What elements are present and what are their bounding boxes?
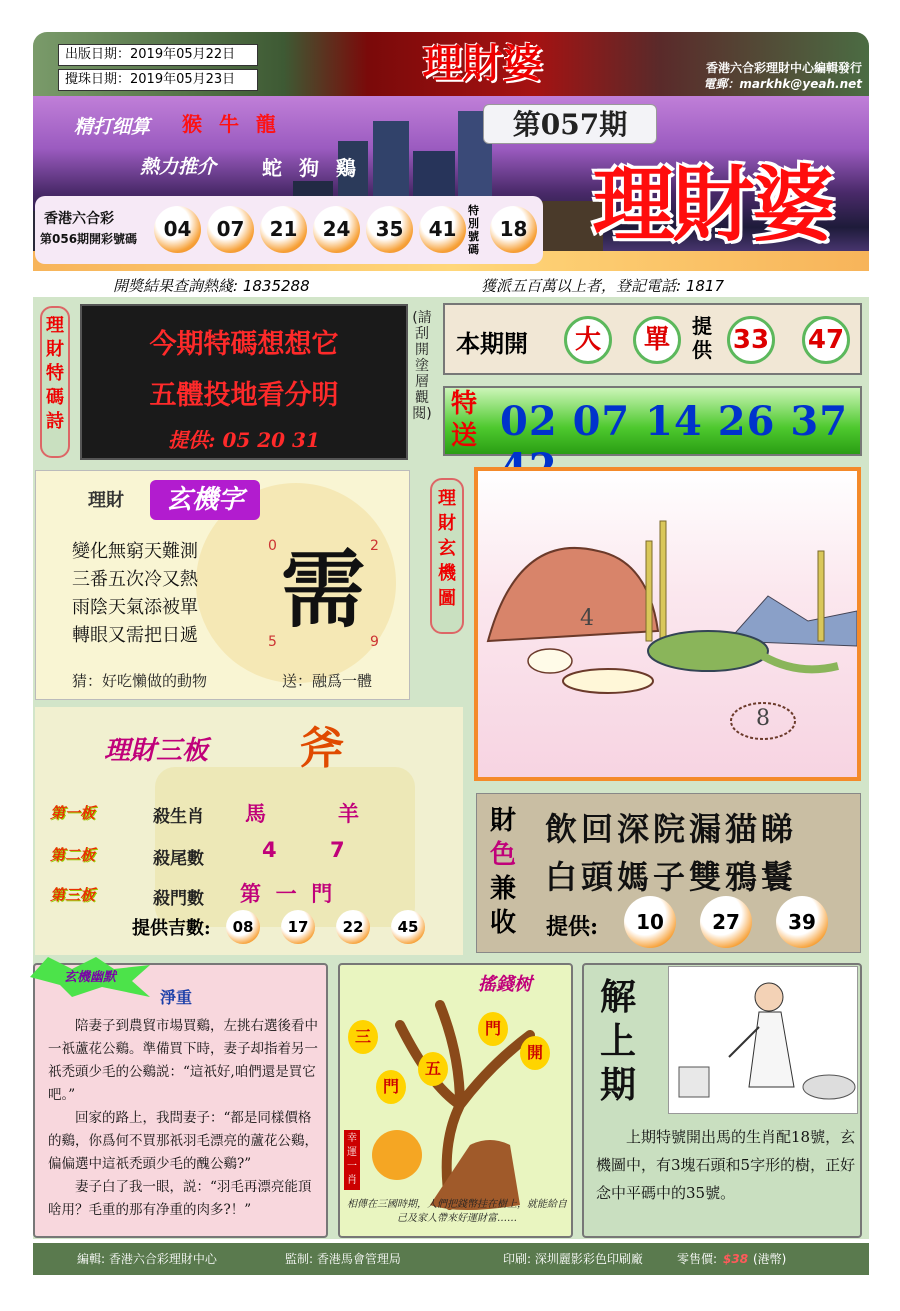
lottery-issue-label: 第056期開彩號碼 — [40, 232, 138, 246]
dragon-icon — [372, 1130, 422, 1180]
xjz-c2: 2 — [370, 538, 379, 554]
cai-ball: 10 — [624, 896, 676, 948]
tree-fruit: 三 — [348, 1020, 378, 1054]
pick1-label: 精打细算 — [74, 116, 151, 138]
last-illustration — [668, 966, 858, 1114]
lottery-label: 香港六合彩 — [44, 211, 114, 227]
tree-title: 搖錢树 — [478, 974, 532, 995]
board-val: 4 — [262, 838, 277, 862]
xjz-c0: 0 — [268, 538, 277, 554]
lottery-ball: 04 — [154, 206, 201, 253]
footer-price-label: 零售價: — [677, 1252, 718, 1266]
xjz-small: 理財 — [88, 490, 124, 511]
xjz-c5: 5 — [268, 634, 277, 650]
cai-ball: 27 — [700, 896, 752, 948]
board-label: 第一板 — [50, 804, 96, 822]
odd-badge: 單 — [633, 316, 681, 364]
tree-fruit: 門 — [376, 1070, 406, 1104]
lucky-ball: 08 — [226, 910, 260, 944]
poem-board — [80, 304, 408, 460]
cai-side-char: 兼 — [489, 874, 516, 904]
big-badge: 大 — [564, 316, 612, 364]
editor-info — [612, 60, 862, 92]
special-label: 特別號碼 — [468, 204, 479, 256]
hotline-bar — [33, 271, 869, 297]
joke-para: 陪妻子到農貿市場買鷄，左挑右選後看中一祇蘆花公鷄。準備買下時，妻子却指着另一祇禿頭少毛的公鷄説：“這祇好,咱們還是買它吧。” — [48, 1018, 318, 1103]
hotline-left: 開獎結果查詢熱綫: 1835288 — [113, 277, 310, 295]
cai-side-char: 收 — [489, 908, 516, 938]
hotline-right: 獲派五百萬以上者，登記電話: 1817 — [481, 277, 724, 295]
board-label: 第二板 — [50, 846, 96, 864]
xuanji-tu-tag: 理財玄機圖 — [430, 478, 464, 634]
joke-para: 回家的路上，我問妻子：“都是同樣價格的鷄，你爲何不買那祇羽毛漂亮的蘆花公鷄，偏偏選中這祇禿頭少毛的醜公鷄?” — [48, 1110, 318, 1172]
last-text: 上期特號開出馬的生肖配18號，玄機圖中，有3塊石頭和5字形的樹，正好念中平碼中的35號。 — [596, 1128, 856, 1202]
xjz-line: 轉眼又需把日遞 — [72, 625, 198, 646]
gift-numbers: 02 07 14 26 37 — [500, 398, 849, 445]
lizard-scene-illustration — [478, 471, 857, 777]
lottery-ball: 35 — [366, 206, 413, 253]
joke-para: 妻子白了我一眼，説：“羽毛再漂亮能頂啥用？毛重的那有净重的肉多?！” — [48, 1179, 312, 1218]
open-num-2: 47 — [802, 316, 850, 364]
xjz-verse — [72, 538, 198, 650]
tree-tag: 幸運一肖 — [344, 1130, 360, 1190]
pick2-values: 蛇 狗 鷄 — [262, 156, 356, 180]
lucky-ball: 17 — [281, 910, 315, 944]
lucky-ball: 45 — [391, 910, 425, 944]
traveler-illustration — [669, 967, 857, 1113]
gift-label: 特送 — [450, 389, 477, 451]
special-ball: 18 — [490, 206, 537, 253]
board-name: 殺生肖 — [153, 807, 204, 827]
issue-number: 第057期 — [483, 104, 657, 144]
tree-fruit: 開 — [520, 1036, 550, 1070]
joke-text — [48, 1015, 320, 1222]
draw-date: 攪珠日期：2019年05月23日 — [58, 69, 258, 91]
lottery-ball: 07 — [207, 206, 254, 253]
board-label: 第三板 — [50, 886, 96, 904]
xjz-send: 送：融爲一體 — [282, 672, 373, 690]
poem-line-2: 五體投地看分明 — [149, 380, 339, 411]
xjz-guess: 猜：好吃懶做的動物 — [72, 672, 208, 690]
poem-line-1: 今期特碼想想它 — [149, 329, 339, 360]
open-label: 本期開 — [456, 330, 528, 358]
axe-icon: 斧 — [300, 723, 344, 774]
footer-edit: 編輯: 香港六合彩理財中心 — [77, 1252, 217, 1266]
tu-label-4: 4 — [580, 606, 594, 631]
board-name: 殺門數 — [153, 889, 204, 909]
tree-fruit: 五 — [418, 1052, 448, 1086]
lottery-ball: 21 — [260, 206, 307, 253]
board-val: 7 — [330, 838, 345, 862]
poem-provide: 提供: 05 20 31 — [168, 428, 320, 452]
footer-price: $38 — [723, 1252, 749, 1266]
scratch-note: (請刮開塗層觀閱) — [412, 310, 432, 422]
open-num-1: 33 — [727, 316, 775, 364]
footer-supervise: 監制: 香港馬會管理局 — [285, 1252, 401, 1266]
lucky-label: 提供吉數: — [132, 918, 211, 939]
board-val: 第 一 門 — [240, 881, 333, 906]
last-title: 解上期 — [599, 976, 636, 1106]
cai-side-char: 財 — [489, 806, 516, 836]
header-brand: 理財婆 — [422, 40, 543, 87]
xjz-line: 雨陰天氣添被單 — [72, 597, 198, 618]
pick2-label: 熱力推介 — [140, 156, 217, 178]
footer-print: 印刷: 深圳麗影彩色印刷廠 — [503, 1252, 643, 1266]
money-tree-illustration — [340, 965, 571, 1236]
tree-fruit: 門 — [478, 1012, 508, 1046]
cai-provide: 提供: — [546, 914, 599, 940]
xjz-c9: 9 — [370, 634, 379, 650]
lottery-ball: 41 — [419, 206, 466, 253]
publish-date: 出版日期：2019年05月22日 — [58, 44, 258, 66]
board-name: 殺尾數 — [153, 849, 204, 869]
cai-side — [486, 804, 520, 940]
footer — [33, 1243, 869, 1275]
xjz-char: 需 — [280, 540, 365, 639]
cai-ball: 39 — [776, 896, 828, 948]
tu-label-8: 8 — [756, 706, 770, 731]
cai-line-2: 白頭媽子雙鴉鬟 — [545, 858, 798, 896]
joke-title: 淨重 — [160, 988, 193, 1007]
footer-currency: (港幣) — [753, 1252, 787, 1266]
poem-tag: 理財特碼詩 — [40, 306, 70, 458]
cai-line-1: 飲回深院漏猫睇 — [545, 810, 798, 848]
xjz-title: 玄機字 — [150, 480, 260, 520]
lucky-ball: 22 — [336, 910, 370, 944]
xuanji-tu-picture — [478, 471, 857, 777]
xjz-line: 變化無窮天難測 — [72, 541, 198, 562]
editor-email: 電郵：markhk@yeah.net — [703, 77, 862, 91]
big-brand: 理財婆 — [592, 157, 833, 253]
money-tree-box — [338, 963, 573, 1238]
pick1-values: 猴 牛 龍 — [182, 112, 276, 136]
open-provide: 提供 — [692, 314, 712, 362]
board-val: 羊 — [338, 801, 359, 826]
editor-name: 香港六合彩理財中心編輯發行 — [705, 61, 862, 75]
tree-caption: 相傳在三國時期，人們把錢幣挂在樹上，就能給自己及家人帶來好運財富…… — [347, 1199, 567, 1224]
lottery-ball: 24 — [313, 206, 360, 253]
joke-badge: 玄機幽默 — [64, 970, 117, 985]
boards-title: 理財三板 — [104, 736, 209, 766]
cai-side-char: 色 — [489, 840, 516, 870]
board-val: 馬 — [245, 801, 266, 826]
xjz-line: 三番五次冷又熱 — [72, 569, 198, 590]
